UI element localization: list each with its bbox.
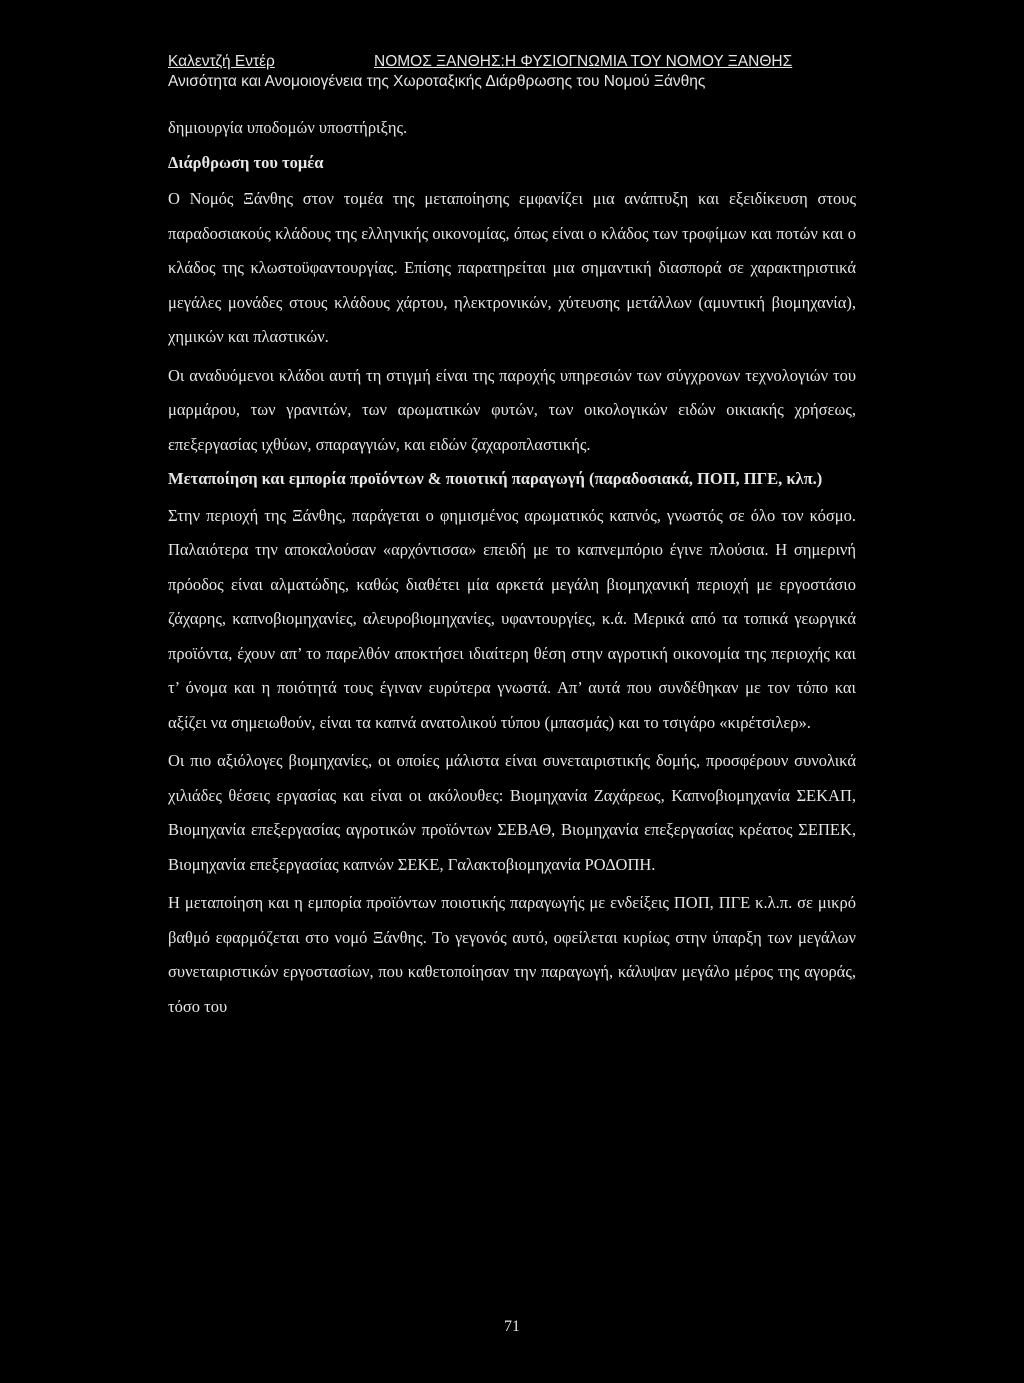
continuation-text: δημιουργία υποδομών υποστήριξης. — [168, 118, 408, 137]
paragraph: Οι πιο αξιόλογες βιομηχανίες, οι οποίες μάλιστα είναι συνεταιριστικής δομής, προσφέρουν συνολικά χιλιάδες θέσεις εργασίας και είναι οι ακόλουθες: Βιομηχανία Ζαχάρεως, Καπνοβιομηχανία ΣΕΚΑΠ, Βιομηχανία επεξεργασίας αγροτικών προϊόντων ΣΕΒΑΘ, Βιομηχανία επεξεργασίας κρέατος ΣΕΠΕΚ, Βιομηχανία επεξεργασίας καπνών ΣΕΚΕ, Γαλακτοβιομηχανία ΡΟΔΟΠΗ. — [168, 751, 856, 874]
header-subtitle: Ανισότητα και Ανομοιογένεια της Χωροταξικής Διάρθρωσης του Νομού Ξάνθης — [168, 73, 706, 90]
page-number: 71 — [504, 1318, 520, 1335]
paragraph: Στην περιοχή της Ξάνθης, παράγεται ο φημισμένος αρωματικός καπνός, γνωστός σε όλο τον κόσμο. Παλαιότερα την αποκαλούσαν «αρχόντισσα» επειδή με το καπνεμπόριο έγινε πλούσια. Η σημερινή πρόοδος είναι αλματώδης, καθώς διαθέτει μία αρκετά μεγάλη βιομηχανική περιοχή με εργοστάσιο ζάχαρης, καπνοβιομηχανίες, αλευροβιομηχανίες, υφαντουργίες, κ.ά. Μερικά από τα τοπικά γεωργικά προϊόντα, έχουν απ’ το παρελθόν αποκτήσει ιδιαίτερη θέση στην αγροτική οικονομία της περιοχής και τ’ όνομα και η ποιότητά τους έγιναν ευρύτερα γνωστά. Απ’ αυτά που συνδέθηκαν με τον τόπο και αξίζει να σημειωθούν, είναι τα καπνά ανατολικού τύπου (μπασμάς) και το τσιγάρο «κιρέτσιλερ». — [168, 505, 856, 732]
section-heading-processing: Μεταποίηση και εμπορία προϊόντων & ποιοτική παραγωγή (παραδοσιακά, ΠΟΠ, ΠΓΕ, κλπ.) — [168, 469, 823, 488]
paragraph: Ο Νομός Ξάνθης στον τομέα της μεταποίησης εμφανίζει μια ανάπτυξη και εξειδίκευση στους παραδοσιακούς κλάδους της ελληνικής οικονομίας, όπως είναι ο κλάδος των τροφίμων και ποτών και ο κλάδος της κλωστοϋφαντουργίας. Επίσης παρατηρείται μια σημαντική διασπορά σε χαρακτηριστικά μεγάλες μονάδες στους κλάδους χάρτου, ηλεκτρονικών, χύτευσης μετάλλων (αμυντική βιομηχανία), χημικών και πλαστικών. — [168, 189, 856, 346]
header-title: ΝΟΜΟΣ ΞΑΝΘΗΣ:Η ΦΥΣΙΟΓΝΩΜΙΑ ΤΟΥ ΝΟΜΟΥ ΞΑΝΘΗΣ — [374, 53, 793, 70]
header-line — [168, 52, 888, 72]
paragraph: Οι αναδυόμενοι κλάδοι αυτή τη στιγμή είναι της παροχής υπηρεσιών των σύγχρονων τεχνολογιών του μαρμάρου, των γρανιτών, των αρωματικών φυτών, των οικολογικών ειδών οικιακής χρήσεως, επεξεργασίας ιχθύων, σπαραγγιών, και ειδών ζαχαροπλαστικής. — [168, 365, 856, 454]
document-body — [168, 111, 856, 1024]
paragraph: Η μεταποίηση και η εμπορία προϊόντων ποιοτικής παραγωγής με ενδείξεις ΠΟΠ, ΠΓΕ κ.λ.π. σε μικρό βαθμό εφαρμόζεται στο νομό Ξάνθης. Το γεγονός αυτό, οφείλεται κυρίως στην ύπαρξη των μεγάλων συνεταιριστικών εργοστασίων, που καθετοποίησαν την παραγωγή, κάλυψαν μεγάλο μέρος της αγοράς, τόσο του — [168, 893, 856, 1016]
section-heading-structure: Διάρθρωση του τομέα — [168, 152, 324, 172]
header-author: Καλεντζή Εντέρ — [168, 53, 275, 70]
page-header — [168, 52, 888, 92]
